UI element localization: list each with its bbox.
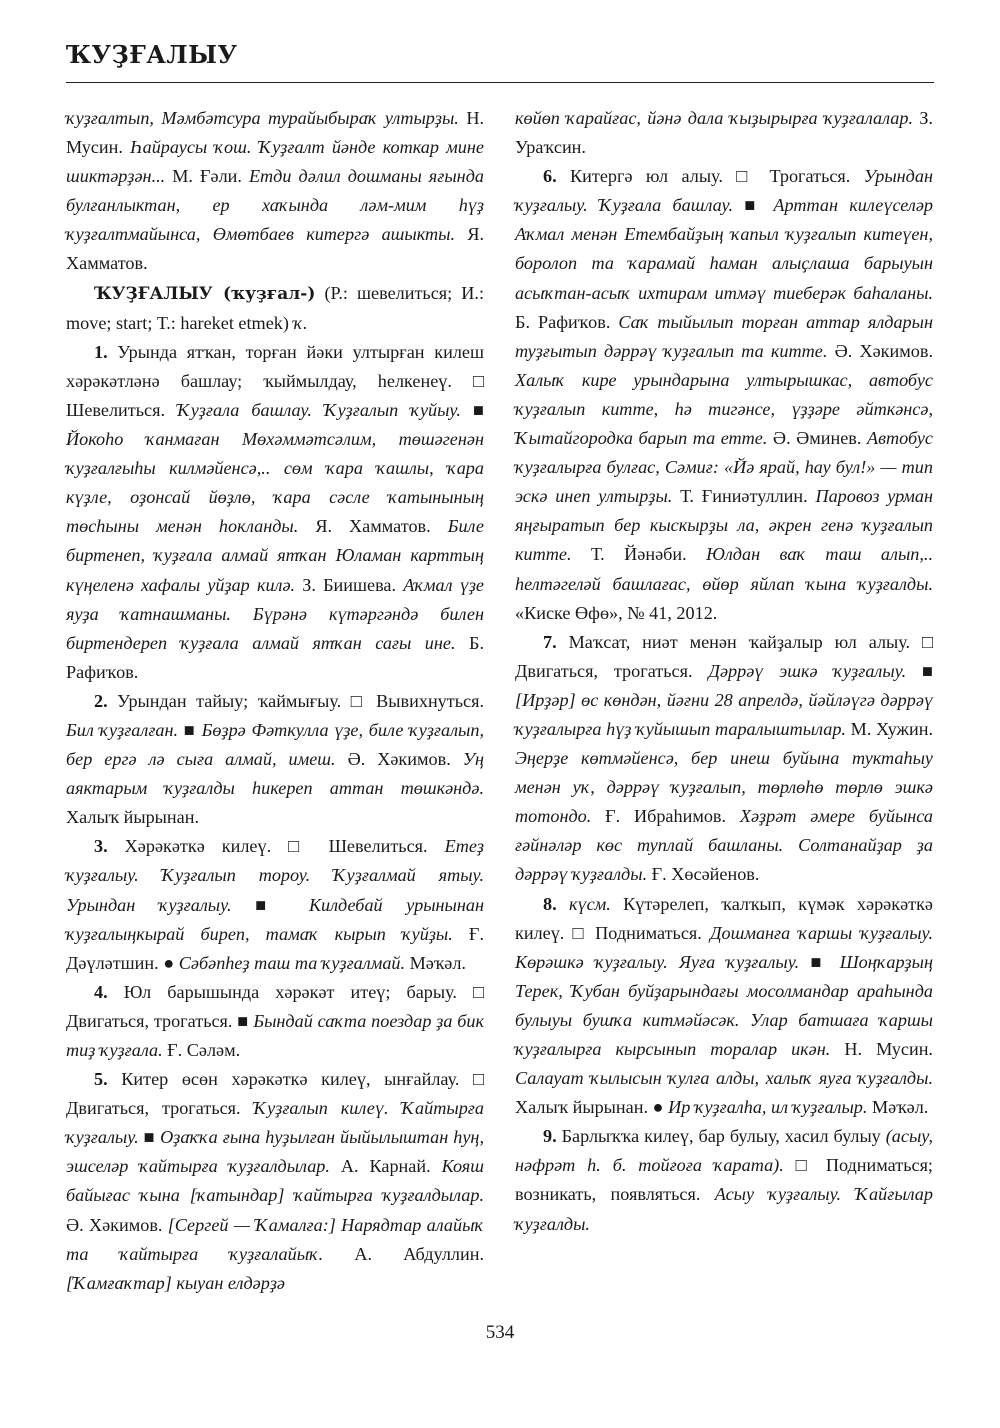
entry-text: Т. Йәнәби. [571, 544, 707, 565]
entry-paragraph [515, 162, 933, 628]
entry-text: М. Ғәли. [165, 166, 249, 187]
example-text: Сәбәпһеҙ таш та ҡуҙғалмай. [178, 952, 406, 973]
entry-text: Юл барышында хәрәкәт итеү; барыу. □ Двигаться, трогаться. ■ [66, 981, 484, 1031]
entry-paragraph [66, 1065, 484, 1298]
example-text: Һайраусы ҡош. Ҡуҙғалт йәнде коткар мине шиктәрҙән... [66, 137, 484, 187]
entry-text: ■ [733, 195, 774, 216]
page-number: 534 [485, 1322, 515, 1343]
entry-paragraph [515, 1122, 933, 1238]
example-text: Автобус ҡуҙғалырға булғас, Сәмиғ: «Йә ярай, һау бул!» — тип эскә инеп ултырҙы. [515, 428, 933, 507]
entry-text: Халыҡ йырынан. ● [515, 1097, 669, 1118]
entry-text: Китер өсөн хәрәкәткә килеү, ынғайлау. □ Двигаться, трогаться. [66, 1069, 484, 1119]
entry-text: Я. Хамматов. [298, 516, 448, 537]
left-column [66, 104, 484, 1298]
entry-text: Ә. Хәкимов. [335, 749, 463, 770]
example-text: [Сергей — Ҡамалға:] Нарядтар алайыҡ та ҡайтырға ҡуҙғалайыҡ. [66, 1214, 484, 1264]
entry-text: М. Хужин. [845, 718, 934, 739]
entry-text: ■ [138, 1127, 161, 1148]
entry-text: ■ [178, 719, 202, 740]
example-text: Шоңҡарҙың Терек, Ҡубан буйҙарындағы мосолмандар араһында булыуы бушҡа китмәйәсәк. Улар батшаға ҡаршы ҡуҙғалырға кырсынып торалар икән. [515, 951, 933, 1059]
entry-text: Ғ. Хөсәйенов. [647, 864, 760, 885]
entry-text: Ғ. Сәләм. [162, 1040, 241, 1060]
sense-number: 7. [543, 631, 557, 652]
sense-number: 1. [94, 341, 108, 362]
example-text: Биле биртенеп, ҡуҙғала алмай ятҡан Юламан карттың күңеленә хафалы уйҙар килә. [66, 516, 484, 595]
sense-number: 5. [94, 1069, 108, 1090]
sense-number: 9. [543, 1126, 557, 1147]
example-text: Эңерҙе көтмәйенсә, бер инеш буйына туктаһыу менән уҡ, дәррәү ҡуҙғалып, төрлөһө төрлө эшкә тотондо. [515, 748, 933, 827]
example-text: Кояш байығас ҡына [ҡатындар] ҡайтырға ҡуҙғалдылар. [66, 1156, 484, 1206]
entry-text: Маҡсат, ниәт менән ҡайҙалыр юл алыу. □ Двигаться, трогаться. [515, 631, 933, 681]
example-text: Ҡуҙғалып килеү. Ҡайтырға ҡуҙғалыу. [66, 1098, 484, 1148]
entry-text: ■ [460, 399, 484, 420]
example-text: Халыҡ кире урындарына ултырышкас, автобус ҡуҙғалып китте, һә тигәнсе, үҙҙәре әйткәнсә, Ҡытайгородка барып та етте. [515, 369, 933, 449]
entry-text: Халыҡ йырынан. [66, 807, 199, 828]
entry-text: Ә. Хәкимов. [827, 340, 933, 361]
entry-paragraph [515, 628, 933, 890]
example-text: Етеҙ ҡуҙғалыу. Ҡуҙғалып тороу. Ҡуҙғалмай ятыу. Урындан ҡуҙғалыу. [66, 836, 484, 915]
entry-text: Ә. Хәкимов. [66, 1214, 168, 1235]
entry-text: □ Подниматься; возникать, появляться. [515, 1155, 933, 1205]
example-text: Аҡмал үҙе яуҙа ҡатнашманы. Бүрәнә күтәргәндә билен биртендереп ҡуҙғала алмай ятҡан сағы ине. [66, 574, 484, 653]
sense-number: 4. [94, 981, 108, 1002]
entry-paragraph [66, 832, 484, 977]
example-text: Арттан килеүселәр Аҡмал менән Етембайҙың ҡапыл ҡуҙғалып китеүен, боролоп та ҡарамай һаман алыҫлаша барыуын асыҡтан-асыҡ ихтирам итмәү тиеберәк баһаланы. [515, 195, 933, 303]
example-text: Урындан ҡуҙғалыу. Ҡуҙғала башлау. [515, 166, 933, 216]
example-text: Бил ҡуҙғалған. [66, 719, 179, 740]
entry-text: А. Абдуллин. [323, 1243, 484, 1264]
sense-number: 2. [94, 690, 108, 711]
entry-text: Ә. Әминев. [767, 428, 867, 449]
example-text: Ҡуҙғала башлау. Ҡуҙғалып ҡуйыу. [177, 399, 461, 420]
entry-text: З. Ураҡсин. [515, 108, 933, 158]
sense-number: 6. [543, 166, 557, 187]
example-text: Асыу ҡуҙғалыу. Ҡайғылар ҡуҙғалды. [515, 1184, 933, 1234]
example-text: Бөҙрә Фәткулла үҙе, биле ҡуҙғалып, бер ергә лә сыға алмай, имеш. [66, 719, 484, 770]
entry-text: Я. Хамматов. [66, 224, 484, 274]
entry-paragraph [66, 978, 484, 1065]
sense-number: 8. [543, 893, 557, 914]
entry-text: А. Карнай. [329, 1156, 442, 1177]
entry-text: Ғ. Дәүләтшин. ● [66, 923, 484, 973]
entry-text: Мәҡәл. [867, 1097, 929, 1118]
example-text: Етди дәлил дошманы яғында булғанлыктан, ер хаҡында ләм-мим һүҙ ҡуҙғалтмайынса, Өмөтбаев китергә ашыкты. [66, 166, 484, 245]
entry-text: Урындан тайыу; ҡаймығыу. □ Вывихнуться. [107, 690, 484, 711]
example-text: көйөп ҡарайғас, йәнә дала ҡыҙырырға ҡуҙғалалар. [515, 108, 914, 128]
entry-text: Н. Мусин. [66, 108, 484, 158]
entry-text: Китергә юл алыу. □ Трогаться. [556, 166, 864, 187]
entry-text: ■ [906, 660, 933, 681]
example-text: Юлдан ваҡ таш алып,.. һелтәгеләй башлағас, өйөр яйлап ҡына ҡуҙғалды. [515, 544, 933, 594]
entry-text: Урында ятҡан, торған йәки ултырған килеш хәрәкәтләнә башлау; ҡыймылдау, һелкенеү. □ Шевелиться. [66, 341, 484, 420]
example-text: [Ҡамғаҡтар] кыуан елдәрҙә [66, 1272, 286, 1293]
example-text: Уң аяктарым ҡуҙғалды һикереп аттан төшкәндә. [66, 749, 484, 799]
example-text: Салауат ҡылысын ҡулға алды, халыҡ яуға ҡуҙғалды. [515, 1068, 933, 1089]
example-text: күсм. [568, 893, 611, 914]
right-column [515, 104, 933, 1239]
entry-text: «Киске Өфө», № 41, 2012. [515, 602, 718, 623]
example-text: Паровоз урман яңғыратып бер кыскырҙы ла, әкрен генә ҡуҙғалып китте. [515, 486, 934, 565]
entry-text: ■ [231, 894, 309, 915]
example-text: ҡ. [293, 312, 308, 333]
entry-paragraph [66, 279, 484, 338]
entry-paragraph [515, 890, 933, 1123]
running-head: ҠУҘҒАЛЫУ [66, 40, 238, 69]
example-text: (асыу, нәфрәт һ. б. тойғоға ҡарата). [515, 1126, 933, 1176]
example-text: Ир ҡуҙғалһа, ил ҡуҙғалыр. [668, 1097, 868, 1118]
entry-text: Т. Ғиниәтуллин. [672, 486, 816, 507]
sense-number: 3. [94, 836, 108, 857]
entry-text: Ғ. Ибраһимов. [591, 806, 740, 827]
entry-paragraph [66, 687, 484, 832]
entry-text: Б. Рафиҡов. [66, 632, 484, 682]
entry-text: Күтәрелеп, ҡалҡып, күмәк хәрәкәткә килеү. □ Подниматься. [515, 893, 934, 943]
headword: ҠУҘҒАЛЫУ (ҡуҙғал-) [94, 283, 316, 304]
entry-text [557, 894, 569, 914]
example-text: ҡуҙғалтып, Мәмбәтсура турайыбыраҡ ултырҙы. [66, 108, 459, 128]
entry-paragraph [66, 104, 484, 279]
example-text: Саҡ тыйылып торған аттар ялдарын туҙғытып дәррәү ҡуҙғалып та китте. [515, 311, 933, 361]
entry-text: Хәрәкәткә килеү. □ Шевелиться. [107, 836, 445, 857]
entry-text: З. Биишева. [295, 574, 404, 595]
header-rule [66, 82, 934, 83]
entry-paragraph [515, 104, 933, 162]
entry-paragraph [66, 338, 484, 687]
example-text: [Ирҙәр] өс көндән, йәғни 28 апрелдә, йәйләүгә дәррәү ҡуҙғалырға һүҙ ҡуйышып таралыштылар. [515, 689, 933, 739]
entry-text: Б. Рафиҡов. [515, 311, 619, 332]
entry-text: Мәҡәл. [405, 952, 466, 973]
entry-text: ■ [799, 951, 840, 972]
example-text: Оҙаҡҡа ғына һуҙылған йыйылыштан һуң, эшселәр ҡайтырға ҡуҙғалдылар. [66, 1127, 484, 1177]
example-text: Бындай саҡта поездар ҙа бик тиҙ ҡуҙғала. [66, 1010, 484, 1060]
entry-text: Н. Мусин. [830, 1039, 933, 1059]
example-text: Килдебай урынынан ҡуҙғалыңкырай биреп, тамаҡ кырып ҡуйҙы. [66, 894, 484, 944]
entry-text: Барлыҡҡа килеү, бар булыу, хасил булыу [556, 1126, 886, 1147]
example-text: Дәррәү эшкә ҡуҙғалыу. [708, 660, 907, 681]
example-text: Йокоһо ҡанмаған Мөхәммәтсәлим, төшәгенән ҡуҙғалғыһы килмәйенсә,.. сөм ҡара ҡашлы, ҡара күҙле, оҙонсай йөҙлө, ҡара сәсле ҡатынының төсһыны менән һокланды. [66, 429, 484, 537]
example-text: Дошманға ҡаршы ҡуҙғалыу. Көрәшкә ҡуҙғалыу. Яуға ҡуҙғалыу. [515, 922, 933, 972]
entry-text: (Р.: шевелиться; И.: move; start; Т.: hareket etmek) [66, 282, 485, 333]
example-text: Хәҙрәт әмере буйынса ғәйнәләр көс туплай башланы. Солтанайҙар ҙа дәррәү ҡуҙғалды. [515, 806, 933, 885]
